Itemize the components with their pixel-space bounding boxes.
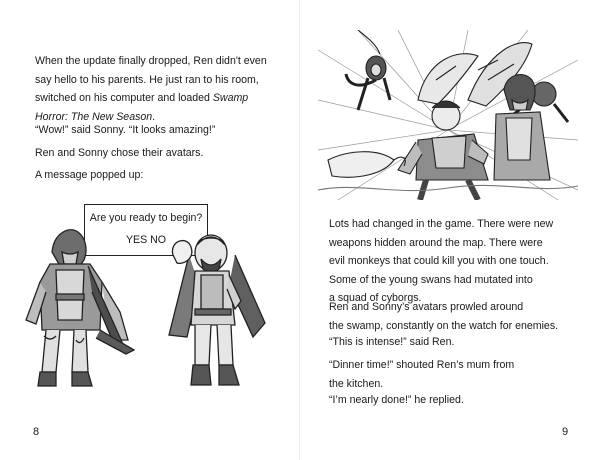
paragraph-line: weapons hidden around the map. There were bbox=[329, 236, 543, 249]
paragraph-line: When the update finally dropped, Ren didn't even bbox=[35, 55, 267, 67]
paragraph-avatars: Ren and Sonny chose their avatars. bbox=[35, 147, 204, 159]
paragraph-dinner bbox=[329, 356, 514, 393]
game-title-italic: Swamp bbox=[212, 92, 249, 104]
paragraph-line: . bbox=[152, 110, 156, 123]
right-page bbox=[300, 0, 600, 460]
paragraph-line: “Dinner time!” shouted Ren’s mum from bbox=[329, 359, 515, 371]
paragraph-line: evil monkeys that could kill you with one touch. bbox=[329, 255, 549, 267]
dialog-question: Are you ready to begin? bbox=[89, 212, 203, 224]
paragraph-message: A message popped up: bbox=[35, 169, 144, 181]
page-number-left: 8 bbox=[33, 426, 40, 438]
yes-button[interactable]: YES bbox=[125, 234, 148, 246]
page-number-right: 9 bbox=[562, 426, 569, 438]
paragraph-wow: “Wow!” said Sonny. “It looks amazing!” bbox=[35, 124, 216, 136]
paragraph-line: a squad of cyborgs. bbox=[329, 292, 422, 304]
paragraph-line: Ren and Sonny’s avatars prowled around bbox=[329, 301, 524, 313]
paragraph-nearly-done: “I’m nearly done!” he replied. bbox=[329, 394, 464, 406]
paragraph-intense: “This is intense!” said Ren. bbox=[329, 336, 455, 348]
paragraph-line: the swamp, constantly on the watch for enemies. bbox=[329, 319, 559, 332]
paragraph-line: Some of the young swans had mutated into bbox=[329, 273, 533, 286]
paragraph-line: Lots had changed in the game. There were new bbox=[329, 218, 554, 230]
no-button[interactable]: NO bbox=[150, 234, 167, 246]
caped-avatar-illustration bbox=[165, 225, 285, 405]
paragraph-line: the kitchen. bbox=[329, 377, 384, 390]
game-title-italic: Horror: The New Season bbox=[35, 110, 153, 123]
swamp-battle-illustration bbox=[318, 30, 578, 200]
paragraph-prowled bbox=[329, 298, 558, 335]
hooded-avatar-illustration bbox=[22, 222, 142, 402]
paragraph-line: switched on his computer and loaded bbox=[35, 92, 213, 104]
paragraph-changes bbox=[329, 215, 553, 308]
paragraph-line: say hello to his parents. He just ran to his room, bbox=[35, 73, 259, 86]
